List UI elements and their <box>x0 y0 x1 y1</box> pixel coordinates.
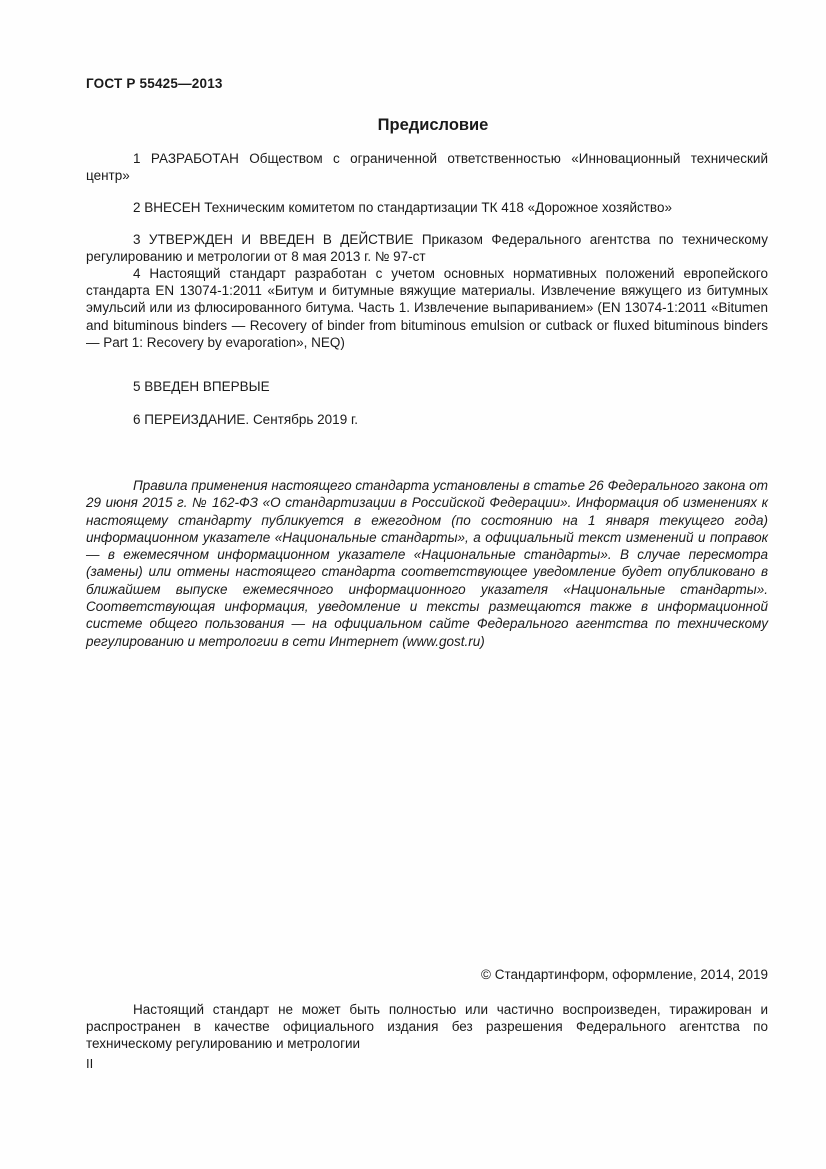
preface-item-5: 5 ВВЕДЕН ВПЕРВЫЕ <box>133 379 270 394</box>
copyright-line: © Стандартинформ, оформление, 2014, 2019 <box>481 967 768 982</box>
reproduction-notice: Настоящий стандарт не может быть полностью или частично воспроизведен, тиражирован и распространен в качестве официального издания без разрешения Федерального агентства по техническому регулированию и метрологии <box>86 1002 768 1052</box>
preface-item-1: 1 РАЗРАБОТАН Обществом с ограниченной ответственностью «Инновационный технический центр» <box>86 151 768 184</box>
preface-item-3: 3 УТВЕРЖДЕН И ВВЕДЕН В ДЕЙСТВИЕ Приказом Федерального агентства по техническому регулированию и метрологии от 8 мая 2013 г. № 97-ст <box>86 232 768 265</box>
preface-item-2: 2 ВНЕСЕН Техническим комитетом по стандартизации ТК 418 «Дорожное хозяйство» <box>133 200 672 215</box>
preface-item-6: 6 ПЕРЕИЗДАНИЕ. Сентябрь 2019 г. <box>133 412 358 427</box>
standard-header: ГОСТ Р 55425—2013 <box>86 76 223 91</box>
preface-item-4: 4 Настоящий стандарт разработан с учетом основных нормативных положений европейского стандарта EN 13074-1:2011 «Битум и битумные вяжущие материалы. Извлечение вяжущего из битумных эмульсий или из флюсированного битума. Часть 1. Извлечение выпариванием» (EN 13074-1:2011 «Bitumen and bituminous binders — Recovery of binder from bituminous emulsion or cutback or fluxed bituminous binders — Part 1: Recovery by evaporation», NEQ) <box>86 266 768 350</box>
page-number: II <box>86 1056 94 1071</box>
page-title: Предисловие <box>377 116 489 134</box>
application-rules-notice: Правила применения настоящего стандарта установлены в статье 26 Федерального закона от 29 июня 2015 г. № 162-ФЗ «О стандартизации в Российской Федерации». Информация об изменениях к настоящему стандарту публикуется в ежегодном (по состоянию на 1 января текущего года) информационном указателе «Национальные стандарты», а официальный текст изменений и поправок — в ежемесячном информационном указателе «Национальные стандарты». В случае пересмотра (замены) или отмены настоящего стандарта соответствующее уведомление будет опубликовано в ближайшем выпуске ежемесячного информационного указателя «Национальные стандарты». Соответствующая информация, уведомление и тексты размещаются также в информационной системе общего пользования — на официальном сайте Федерального агентства по техническому регулированию и метрологии в сети Интернет (www.gost.ru) <box>86 478 768 649</box>
